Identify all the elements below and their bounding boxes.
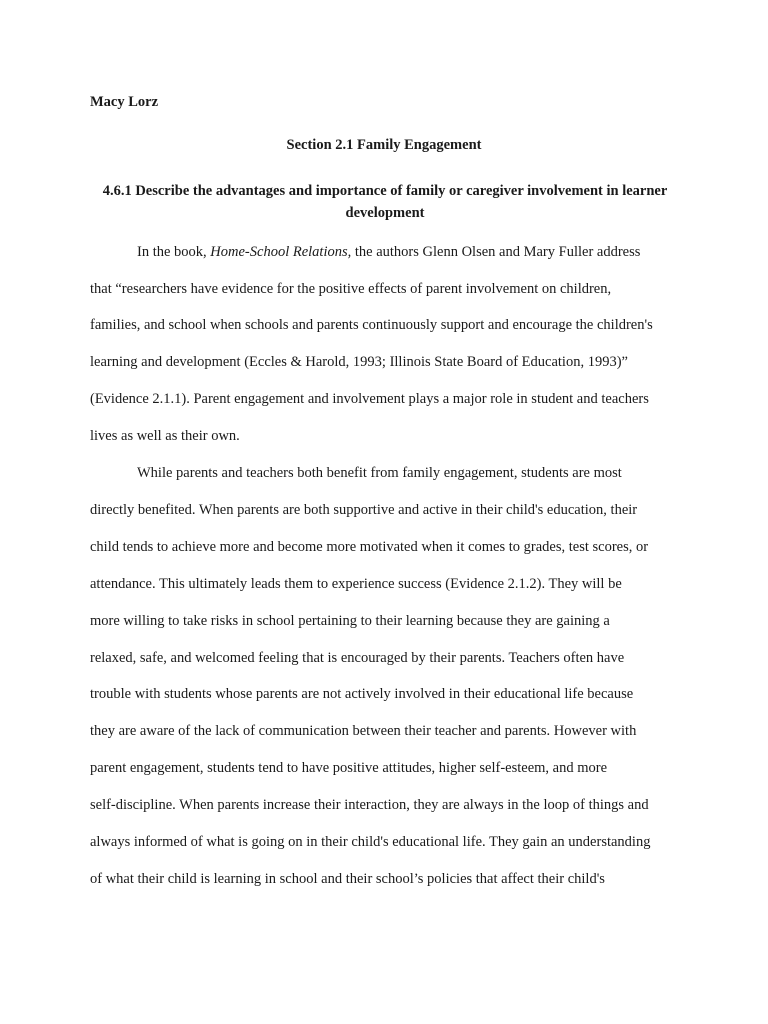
paragraph-2-line-6: relaxed, safe, and welcomed feeling that is encouraged by their parents. Teachers often have: [90, 650, 625, 666]
paragraph-1-line-5: (Evidence 2.1.1). Parent engagement and involvement plays a major role in student and teachers: [90, 391, 649, 407]
book-title: Home-School Relations,: [210, 244, 352, 260]
paragraph-2-line-12: of what their child is learning in school and their school’s policies that affect their child's: [90, 871, 605, 887]
paragraph-2-line-8: they are aware of the lack of communication between their teacher and parents. However with: [90, 723, 637, 739]
paragraph-2-line-1: While parents and teachers both benefit from family engagement, students are most: [137, 465, 622, 481]
text-segment: In the book,: [137, 244, 211, 260]
paragraph-1-line-4: learning and development (Eccles & Harold, 1993; Illinois State Board of Education, 1993)”: [90, 354, 628, 370]
paragraph-1-line-3: families, and school when schools and parents continuously support and encourage the children's: [90, 317, 653, 333]
paragraph-2-line-5: more willing to take risks in school pertaining to their learning because they are gaining a: [90, 613, 610, 629]
paragraph-2-line-9: parent engagement, students tend to have positive attitudes, higher self-esteem, and more: [90, 760, 608, 776]
question-heading: 4.6.1 Describe the advantages and importance of family or caregiver involvement in learner development: [102, 183, 668, 221]
author-name: Macy Lorz: [90, 94, 159, 110]
text-segment: the authors Glenn Olsen and Mary Fuller address: [351, 244, 641, 260]
paragraph-2-line-4: attendance. This ultimately leads them to experience success (Evidence 2.1.2). They will be: [90, 576, 622, 592]
paragraph-1-line-1: [137, 242, 640, 262]
paragraph-1-line-2: that “researchers have evidence for the positive effects of parent involvement on children,: [90, 281, 612, 297]
paragraph-2-line-3: child tends to achieve more and become more motivated when it comes to grades, test scores, or: [90, 539, 649, 555]
paragraph-1-line-6: lives as well as their own.: [90, 428, 240, 444]
paragraph-2-line-10: self-discipline. When parents increase their interaction, they are always in the loop of things and: [90, 797, 649, 813]
paragraph-2-line-11: always informed of what is going on in their child's educational life. They gain an understanding: [90, 834, 651, 850]
paragraph-2-line-2: directly benefited. When parents are both supportive and active in their child's education, their: [90, 502, 638, 518]
paragraph-2-line-7: trouble with students whose parents are not actively involved in their educational life because: [90, 686, 634, 702]
section-title: Section 2.1 Family Engagement: [286, 137, 482, 153]
